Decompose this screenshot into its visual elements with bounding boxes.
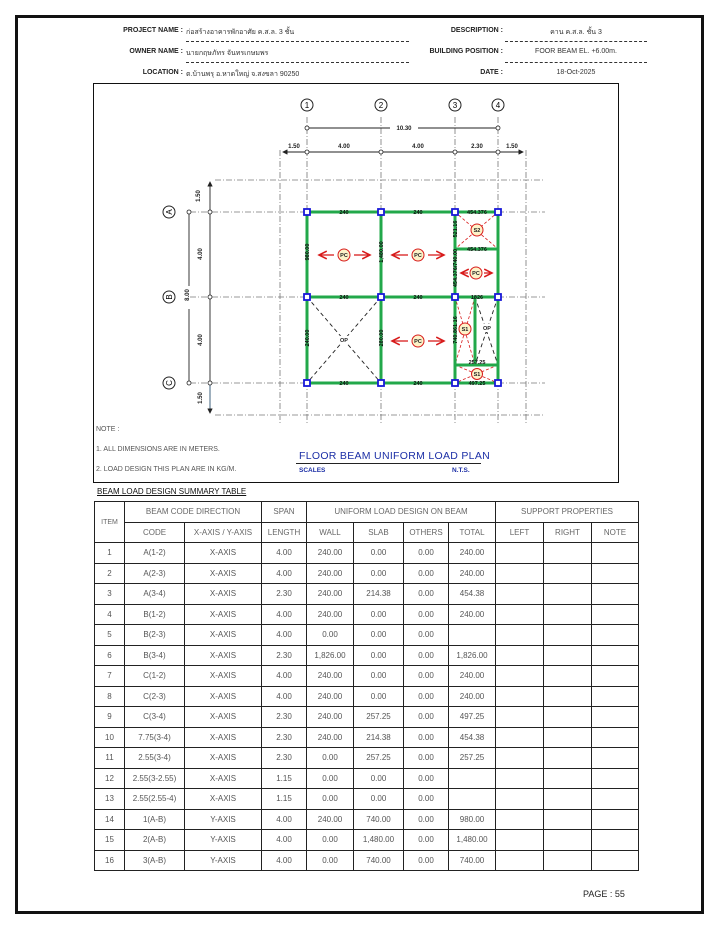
cell-slab: 0.00 (354, 789, 404, 810)
tag-s2: S2 (473, 228, 481, 234)
cell-code: B(2-3) (125, 625, 185, 646)
date-value: 18-Oct-2025 (556, 69, 596, 76)
load-col1-ab: 980.00 (305, 243, 311, 261)
grid-label-a: A (165, 209, 174, 215)
cell-right (544, 625, 592, 646)
load-a34: 454.376 (467, 210, 487, 216)
cell-item: 11 (95, 748, 125, 769)
table-row (95, 727, 639, 748)
load-b23: 240 (413, 295, 423, 301)
table-header-row-2 (95, 522, 639, 543)
cell-note (592, 789, 639, 810)
cell-length: 4.00 (262, 604, 307, 625)
tag-pc-2: PC (414, 253, 422, 259)
cell-code: A(3-4) (125, 584, 185, 605)
dimension-x (283, 126, 523, 154)
grid-label-3: 3 (452, 101, 458, 110)
table-row (95, 789, 639, 810)
cell-wall: 240.00 (307, 666, 354, 687)
cell-slab: 740.00 (354, 809, 404, 830)
cell-total: 980.00 (449, 809, 496, 830)
cell-item: 1 (95, 543, 125, 564)
cell-others: 0.00 (404, 830, 449, 851)
overall-dim-x: 10.30 (396, 126, 412, 132)
cell-total (449, 625, 496, 646)
cell-others: 0.00 (404, 686, 449, 707)
cell-total: 240.00 (449, 604, 496, 625)
cell-left (496, 727, 544, 748)
header-length: LENGTH (262, 522, 307, 543)
cell-axis: X-AXIS (185, 789, 262, 810)
cell-wall: 0.00 (307, 768, 354, 789)
table-row (95, 625, 639, 646)
cell-length: 4.00 (262, 625, 307, 646)
cell-left (496, 604, 544, 625)
cell-total: 240.00 (449, 543, 496, 564)
grid-lines (190, 117, 545, 425)
cell-length: 1.15 (262, 768, 307, 789)
project-name-label: PROJECT NAME : (123, 27, 183, 34)
cell-left (496, 707, 544, 728)
cell-wall: 0.00 (307, 850, 354, 871)
cell-length: 4.00 (262, 666, 307, 687)
cell-slab: 0.00 (354, 686, 404, 707)
beam-load-summary-table (94, 501, 639, 871)
cell-total: 240.00 (449, 563, 496, 584)
cell-total: 740.00 (449, 850, 496, 871)
load-mid-a: 454.376 (467, 247, 487, 253)
cell-others: 0.00 (404, 563, 449, 584)
load-col2-bc: 280.00 (379, 329, 385, 347)
scales-label: SCALES (299, 467, 326, 474)
cell-note (592, 666, 639, 687)
grid-label-1: 1 (304, 101, 310, 110)
dim-x-4: 2.30 (471, 144, 483, 150)
cell-left (496, 830, 544, 851)
cell-right (544, 543, 592, 564)
cell-slab: 0.00 (354, 604, 404, 625)
load-c23: 240 (413, 381, 423, 387)
cell-right (544, 604, 592, 625)
cell-total: 454.38 (449, 584, 496, 605)
header-beam-code-direction: BEAM CODE DIRECTION (125, 502, 262, 523)
cell-item: 7 (95, 666, 125, 687)
cell-slab: 214.38 (354, 584, 404, 605)
cell-others: 0.00 (404, 604, 449, 625)
cell-right (544, 666, 592, 687)
cell-left (496, 850, 544, 871)
note-title: NOTE : (96, 426, 120, 433)
cell-axis: Y-AXIS (185, 850, 262, 871)
table-body (95, 543, 639, 871)
cell-code: 2.55(2.55-4) (125, 789, 185, 810)
tag-op-2: OP (483, 326, 491, 332)
cell-wall: 0.00 (307, 830, 354, 851)
cell-slab: 214.38 (354, 727, 404, 748)
dim-x-3: 4.00 (412, 144, 424, 150)
cell-item: 6 (95, 645, 125, 666)
header-total: TOTAL (449, 522, 496, 543)
cell-length: 2.30 (262, 727, 307, 748)
beams (307, 212, 498, 383)
table-row (95, 686, 639, 707)
cell-axis: Y-AXIS (185, 830, 262, 851)
load-b12: 240 (339, 295, 349, 301)
cell-item: 3 (95, 584, 125, 605)
table-row (95, 584, 639, 605)
location-label: LOCATION : (142, 69, 183, 76)
cell-wall: 0.00 (307, 748, 354, 769)
cell-others: 0.00 (404, 645, 449, 666)
note-line-2: 2. LOAD DESIGN THIS PLAN ARE IN KG/M. (96, 466, 237, 473)
cell-left (496, 789, 544, 810)
cell-slab: 0.00 (354, 666, 404, 687)
cell-code: B(3-4) (125, 645, 185, 666)
tag-pc-1: PC (340, 253, 348, 259)
location-value: ต.บ้านพรุ อ.หาดใหญ่ จ.สงขลา 90250 (186, 71, 300, 78)
cell-item: 16 (95, 850, 125, 871)
cell-axis: X-AXIS (185, 686, 262, 707)
dimension-y (185, 182, 212, 413)
cell-code: 7.75(3-4) (125, 727, 185, 748)
cell-left (496, 768, 544, 789)
grid-bubbles-y (163, 206, 175, 389)
cell-item: 4 (95, 604, 125, 625)
header-item: ITEM (95, 502, 125, 543)
table-row (95, 604, 639, 625)
cell-left (496, 748, 544, 769)
cell-note (592, 645, 639, 666)
overall-dim-y: 8.00 (185, 289, 191, 301)
table-row (95, 748, 639, 769)
cell-left (496, 543, 544, 564)
table-row (95, 707, 639, 728)
building-position-value: FOOR BEAM EL. +6.00m. (535, 48, 617, 55)
cell-left (496, 625, 544, 646)
project-name-value: ก่อสร้างอาคารพักอาศัย ค.ส.ล. 3 ชั้น (186, 29, 295, 36)
note-line-1: 1. ALL DIMENSIONS ARE IN METERS. (96, 446, 220, 453)
dim-x-2: 4.00 (338, 144, 350, 150)
cell-code: A(2-3) (125, 563, 185, 584)
cell-code: C(1-2) (125, 666, 185, 687)
cell-total: 497.25 (449, 707, 496, 728)
owner-name-value: นายกฤษภัทร จันทรเกษมพร (186, 50, 269, 57)
table-row (95, 830, 639, 851)
cell-wall: 240.00 (307, 686, 354, 707)
cell-others: 0.00 (404, 809, 449, 830)
cell-right (544, 768, 592, 789)
cell-axis: X-AXIS (185, 727, 262, 748)
grid-label-b: B (165, 294, 174, 300)
description-label: DESCRIPTION : (450, 27, 503, 34)
cell-slab: 1,480.00 (354, 830, 404, 851)
load-a12: 240 (339, 210, 349, 216)
cell-note (592, 768, 639, 789)
cell-note (592, 563, 639, 584)
grid-label-c: C (165, 380, 174, 386)
cell-others: 0.00 (404, 768, 449, 789)
cell-others: 0.00 (404, 727, 449, 748)
cell-code: A(1-2) (125, 543, 185, 564)
cell-code: 2(A-B) (125, 830, 185, 851)
cell-right (544, 789, 592, 810)
cell-total: 240.00 (449, 686, 496, 707)
cell-right (544, 830, 592, 851)
cell-total: 257.25 (449, 748, 496, 769)
header-axis: X-AXIS / Y-AXIS (185, 522, 262, 543)
header-wall: WALL (307, 522, 354, 543)
description-value: คาน ค.ส.ล. ชั้น 3 (550, 29, 602, 36)
cell-length: 2.30 (262, 645, 307, 666)
table-row (95, 768, 639, 789)
dim-x-1: 1.50 (288, 144, 300, 150)
building-position-label: BUILDING POSITION : (429, 48, 503, 55)
cell-wall: 240.00 (307, 543, 354, 564)
table-row (95, 666, 639, 687)
table-row (95, 809, 639, 830)
cell-length: 2.30 (262, 707, 307, 728)
tag-pc-3: PC (472, 271, 480, 277)
cell-others: 0.00 (404, 584, 449, 605)
cell-code: 1(A-B) (125, 809, 185, 830)
cell-note (592, 707, 639, 728)
cell-axis: X-AXIS (185, 768, 262, 789)
grid-label-4: 4 (495, 101, 501, 110)
cell-others: 0.00 (404, 748, 449, 769)
load-col3-ab: 454.376/740.00 (453, 248, 459, 288)
header-right: RIGHT (544, 522, 592, 543)
cell-axis: X-AXIS (185, 563, 262, 584)
cell-right (544, 584, 592, 605)
cell-total: 1,480.00 (449, 830, 496, 851)
cell-right (544, 748, 592, 769)
grid-bubbles-x (301, 99, 504, 111)
cell-others: 0.00 (404, 850, 449, 871)
cell-item: 5 (95, 625, 125, 646)
cell-wall: 0.00 (307, 789, 354, 810)
dim-y-1: 1.50 (196, 190, 202, 202)
cell-slab: 0.00 (354, 625, 404, 646)
header-code: CODE (125, 522, 185, 543)
load-col3-ab-top: 521.16 (453, 220, 459, 238)
cell-axis: X-AXIS (185, 584, 262, 605)
cell-wall: 240.00 (307, 584, 354, 605)
table-row (95, 645, 639, 666)
cell-others: 0.00 (404, 707, 449, 728)
cell-note (592, 748, 639, 769)
cell-note (592, 809, 639, 830)
cell-wall: 240.00 (307, 604, 354, 625)
cell-note (592, 727, 639, 748)
cell-axis: Y-AXIS (185, 809, 262, 830)
cell-left (496, 666, 544, 687)
plan-title-underline (296, 463, 481, 464)
cell-wall: 240.00 (307, 809, 354, 830)
load-a23: 240 (413, 210, 423, 216)
cell-note (592, 625, 639, 646)
table-row (95, 543, 639, 564)
cell-axis: X-AXIS (185, 666, 262, 687)
cell-length: 4.00 (262, 563, 307, 584)
cell-total: 240.00 (449, 666, 496, 687)
tag-s1-1: S1 (461, 327, 469, 333)
cell-note (592, 686, 639, 707)
cell-code: 2.55(3-2.55) (125, 768, 185, 789)
tag-pc-4: PC (414, 339, 422, 345)
dim-y-2: 4.00 (198, 248, 204, 260)
header-slab: SLAB (354, 522, 404, 543)
cell-item: 12 (95, 768, 125, 789)
cell-note (592, 604, 639, 625)
header-others: OTHERS (404, 522, 449, 543)
cell-others: 0.00 (404, 789, 449, 810)
cell-slab: 257.25 (354, 707, 404, 728)
cell-length: 1.15 (262, 789, 307, 810)
cell-total: 454.38 (449, 727, 496, 748)
tag-s1-2: S1 (473, 372, 481, 378)
cell-code: 2.55(3-4) (125, 748, 185, 769)
header-left: LEFT (496, 522, 544, 543)
cell-code: C(2-3) (125, 686, 185, 707)
cell-note (592, 850, 639, 871)
scales-value: N.T.S. (452, 467, 470, 474)
cell-item: 15 (95, 830, 125, 851)
cell-right (544, 707, 592, 728)
opening-diagonals (307, 297, 498, 383)
cell-right (544, 563, 592, 584)
cell-length: 2.30 (262, 584, 307, 605)
plan-title: FLOOR BEAM UNIFORM LOAD PLAN (299, 450, 491, 462)
cell-axis: X-AXIS (185, 625, 262, 646)
load-col2-ab: 1,480.00 (379, 241, 385, 263)
cell-axis: X-AXIS (185, 543, 262, 564)
header-support-properties: SUPPORT PROPERTIES (496, 502, 639, 523)
cell-length: 4.00 (262, 850, 307, 871)
cell-left (496, 645, 544, 666)
cell-item: 14 (95, 809, 125, 830)
cell-total: 1,826.00 (449, 645, 496, 666)
cell-slab: 0.00 (354, 768, 404, 789)
cell-note (592, 543, 639, 564)
table-row (95, 850, 639, 871)
table-header-row-1 (95, 502, 639, 523)
cell-right (544, 645, 592, 666)
cell-length: 4.00 (262, 686, 307, 707)
cell-slab: 740.00 (354, 850, 404, 871)
date-label: DATE : (480, 69, 503, 76)
load-col3-bc: 740.861.16 (453, 316, 459, 344)
cell-code: C(3-4) (125, 707, 185, 728)
cell-slab: 0.00 (354, 543, 404, 564)
header-note: NOTE (592, 522, 639, 543)
load-c12: 240 (339, 381, 349, 387)
cell-item: 2 (95, 563, 125, 584)
cell-item: 13 (95, 789, 125, 810)
load-c34: 497.25 (468, 381, 486, 387)
dim-x-5: 1.50 (506, 144, 518, 150)
cell-item: 10 (95, 727, 125, 748)
cell-item: 9 (95, 707, 125, 728)
cell-slab: 257.25 (354, 748, 404, 769)
cell-axis: X-AXIS (185, 707, 262, 728)
cell-wall: 240.00 (307, 727, 354, 748)
table-row (95, 563, 639, 584)
cell-axis: X-AXIS (185, 604, 262, 625)
tag-op-1: OP (340, 338, 348, 344)
cell-left (496, 809, 544, 830)
cell-wall: 0.00 (307, 625, 354, 646)
header-span: SPAN (262, 502, 307, 523)
cell-slab: 0.00 (354, 645, 404, 666)
cell-code: B(1-2) (125, 604, 185, 625)
cell-right (544, 809, 592, 830)
cell-length: 4.00 (262, 543, 307, 564)
cell-left (496, 584, 544, 605)
cell-axis: X-AXIS (185, 645, 262, 666)
load-col1-bc: 240.00 (305, 329, 311, 347)
cell-others: 0.00 (404, 625, 449, 646)
cell-wall: 240.00 (307, 563, 354, 584)
cell-length: 4.00 (262, 809, 307, 830)
cell-wall: 240.00 (307, 707, 354, 728)
cell-right (544, 850, 592, 871)
cell-right (544, 727, 592, 748)
cell-note (592, 584, 639, 605)
cell-left (496, 563, 544, 584)
cell-total (449, 789, 496, 810)
cell-right (544, 686, 592, 707)
grid-label-2: 2 (378, 101, 384, 110)
cell-length: 4.00 (262, 830, 307, 851)
cell-left (496, 686, 544, 707)
load-b34: 1826 (470, 295, 484, 301)
cell-item: 8 (95, 686, 125, 707)
header-uniform-load: UNIFORM LOAD DESIGN ON BEAM (307, 502, 496, 523)
table-title: BEAM LOAD DESIGN SUMMARY TABLE (97, 487, 247, 496)
cell-slab: 0.00 (354, 563, 404, 584)
dim-y-3: 4.00 (198, 334, 204, 346)
cell-note (592, 830, 639, 851)
cell-wall: 1,826.00 (307, 645, 354, 666)
owner-name-label: OWNER NAME : (129, 48, 183, 55)
cell-axis: X-AXIS (185, 748, 262, 769)
cell-others: 0.00 (404, 666, 449, 687)
page-number: PAGE : 55 (583, 889, 625, 899)
cell-code: 3(A-B) (125, 850, 185, 871)
load-mid-c: 257.25 (468, 360, 486, 366)
cell-length: 2.30 (262, 748, 307, 769)
cell-others: 0.00 (404, 543, 449, 564)
cell-total (449, 768, 496, 789)
dim-y-4: 1.50 (198, 392, 204, 404)
